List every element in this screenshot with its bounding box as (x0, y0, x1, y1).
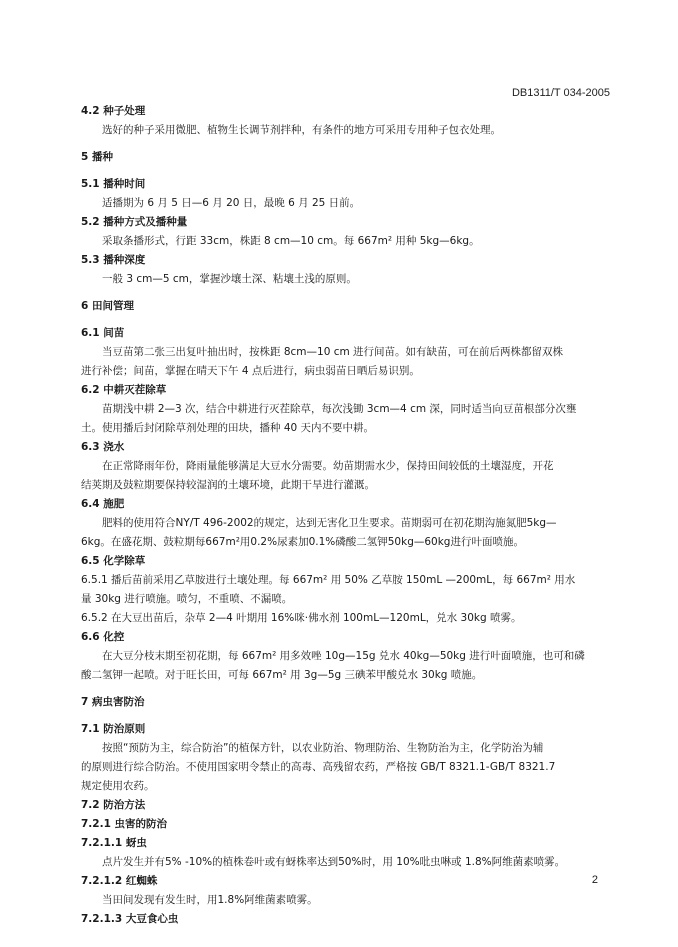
paragraph-spacer (81, 712, 601, 720)
paragraph-spacer (81, 167, 601, 175)
text-line: 选好的种子采用微肥、植物生长调节剂拌种，有条件的地方可采用专用种子包衣处理。 (102, 124, 501, 136)
section-heading: 7.2.1.1 蚜虫 (81, 837, 147, 849)
text-line: 结荚期及鼓粒期要保持较湿润的土壤环境，此期干旱进行灌溉。 (81, 479, 375, 491)
text-line: 规定使用农药。 (81, 780, 155, 792)
paragraph-spacer (81, 316, 601, 324)
section-heading: 6.6 化控 (81, 631, 125, 643)
text-line: 苗期浅中耕 2—3 次，结合中耕进行灭茬除草，每次浅锄 3cm—4 cm 深，同时适当向豆苗根部分次壅 (102, 403, 577, 415)
section-heading: 6.2 中耕灭茬除草 (81, 384, 167, 396)
text-line: 适播期为 6 月 5 日—6 月 20 日，最晚 6 月 25 日前。 (102, 197, 361, 209)
section-heading: 5.1 播种时间 (81, 178, 146, 190)
paragraph-spacer (81, 685, 601, 693)
document-code: DB1311/T 034-2005 (511, 87, 610, 99)
text-line: 土。使用播后封闭除草剂处理的田块，播种 40 天内不要中耕。 (81, 422, 375, 434)
section-heading: 7.2.1.3 大豆食心虫 (81, 913, 179, 925)
text-line: 当豆苗第二张三出复叶抽出时，按株距 8cm—10 cm 进行间苗。如有缺苗，可在前后两株都留双株 (102, 346, 564, 358)
text-line: 肥料的使用符合NY/T 496-2002的规定，达到无害化卫生要求。苗期弱可在初花期沟施氮肥5kg— (102, 517, 557, 529)
section-heading: 7.2.1.2 红蜘蛛 (81, 875, 158, 887)
text-line: 在大豆分枝末期至初花期，每 667m² 用多效唑 10g—15g 兑水 40kg—50kg 进行叶面喷施，也可和磷 (102, 650, 585, 662)
text-line: 采取条播形式，行距 33cm，株距 8 cm—10 cm。每 667m² 用种 5kg—6kg。 (102, 235, 480, 247)
text-line: 一般 3 cm—5 cm，掌握沙壤土深、粘壤土浅的原则。 (102, 273, 357, 285)
text-line: 6.5.1 播后苗前采用乙草胺进行土壤处理。每 667m² 用 50% 乙草胺 150mL —200mL，每 667m² 用水 (81, 574, 576, 586)
section-heading: 6.3 浇水 (81, 441, 125, 453)
section-heading: 7.2 防治方法 (81, 799, 146, 811)
section-heading: 5.3 播种深度 (81, 254, 146, 266)
section-heading: 6.4 施肥 (81, 498, 125, 510)
paragraph-spacer (81, 289, 601, 297)
section-heading: 7.1 防治原则 (81, 723, 146, 735)
section-heading: 6 田间管理 (81, 300, 134, 312)
text-line: 当田间发现有发生时，用1.8%阿维菌素喷雾。 (102, 894, 318, 906)
page-number: 2 (591, 874, 598, 886)
text-line: 量 30kg 进行喷施。喷匀，不重喷、不漏喷。 (81, 593, 293, 605)
section-heading: 5 播种 (81, 151, 113, 163)
text-line: 的原则进行综合防治。不使用国家明令禁止的高毒、高残留农药，严格按 GB/T 8321.1-GB/T 8321.7 (81, 761, 556, 773)
section-heading: 4.2 种子处理 (81, 105, 146, 117)
section-heading: 5.2 播种方式及播种量 (81, 216, 188, 228)
text-line: 按照“预防为主，综合防治”的植保方针，以农业防治、物理防治、生物防治为主，化学防治为辅 (102, 742, 544, 754)
text-line: 6.5.2 在大豆出苗后，杂草 2—4 叶期用 16%咪·佛水剂 100mL—120mL，兑水 30kg 喷雾。 (81, 612, 522, 624)
text-line: 6kg。在盛花期、鼓粒期每667m²用0.2%尿素加0.1%磷酸二氢钾50kg—60kg进行叶面喷施。 (81, 536, 524, 548)
section-heading: 6.1 间苗 (81, 327, 125, 339)
text-line: 进行补偿；间苗，掌握在晴天下午 4 点后进行，病虫弱苗日晒后易识别。 (81, 365, 420, 377)
paragraph-spacer (81, 140, 601, 148)
text-line: 酸二氢钾一起喷。对于旺长田，可每 667m² 用 3g—5g 三碘苯甲酸兑水 30kg 喷施。 (81, 669, 483, 681)
text-line: 在正常降雨年份，降雨量能够满足大豆水分需要。幼苗期需水少，保持田间较低的土壤湿度，开花 (102, 460, 554, 472)
section-heading: 6.5 化学除草 (81, 555, 146, 567)
text-line: 点片发生并有5% -10%的植株卷叶或有蚜株率达到50%时，用 10%吡虫啉或 1.8%阿维菌素喷雾。 (102, 856, 566, 868)
section-heading: 7 病虫害防治 (81, 696, 145, 708)
section-heading: 7.2.1 虫害的防治 (81, 818, 168, 830)
document-body (81, 102, 601, 929)
